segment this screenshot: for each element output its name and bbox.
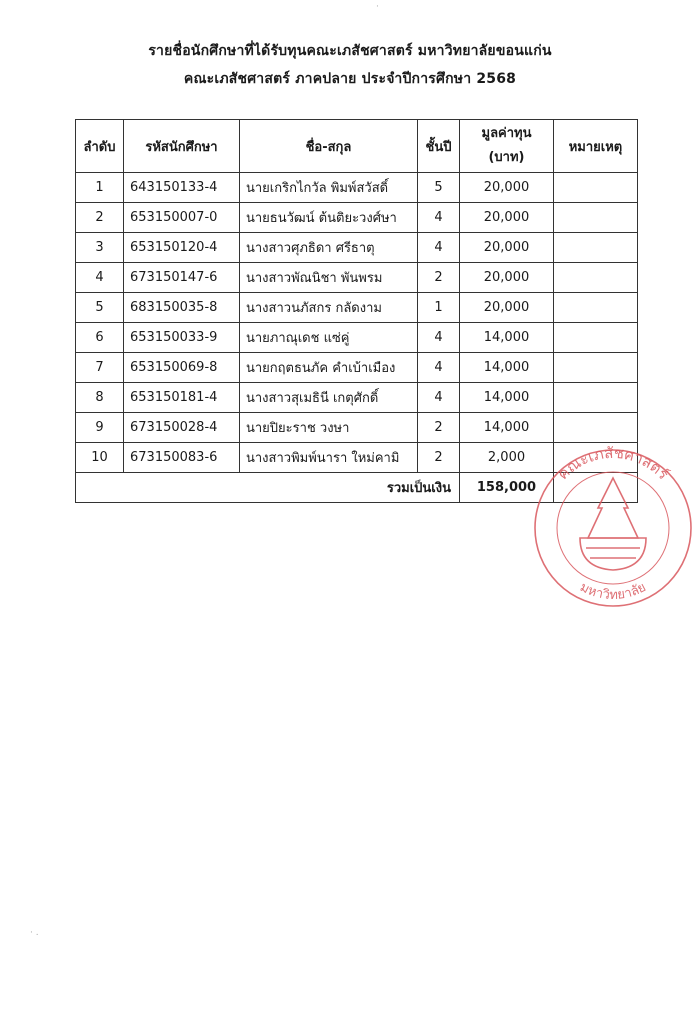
cell-note (554, 413, 638, 443)
cell-name: นายกฤตธนภัค คำเบ้าเมือง (240, 353, 418, 383)
col-header-amount-line2: (บาท) (488, 150, 525, 165)
cell-amount: 14,000 (460, 323, 554, 353)
table-row (76, 293, 638, 323)
total-amount: 158,000 (460, 473, 554, 503)
cell-name: นายธนวัฒน์ ต้นติยะวงศ์ษา (240, 203, 418, 233)
cell-no: 7 (76, 353, 124, 383)
cell-student-id: 673150083-6 (124, 443, 240, 473)
cell-no: 8 (76, 383, 124, 413)
cell-year: 2 (418, 263, 460, 293)
col-header-amount (460, 120, 554, 173)
cell-name: นายเกริกไกวัล พิมพ์สวัสดิ์ (240, 173, 418, 203)
cell-amount: 14,000 (460, 353, 554, 383)
col-header-name: ชื่อ-สกุล (240, 120, 418, 173)
table-header-row (76, 120, 638, 173)
col-header-amount-line1: มูลค่าทุน (481, 126, 532, 141)
cell-no: 10 (76, 443, 124, 473)
cell-student-id: 653150007-0 (124, 203, 240, 233)
cell-year: 4 (418, 353, 460, 383)
seal-bottom-text: มหาวิทยาลัย (577, 579, 649, 604)
cell-name: นางสาวนภัสกร กลัดงาม (240, 293, 418, 323)
table-row (76, 173, 638, 203)
col-header-year: ชั้นปี (418, 120, 460, 173)
cell-student-id: 653150069-8 (124, 353, 240, 383)
cell-student-id: 683150035-8 (124, 293, 240, 323)
table-row (76, 413, 638, 443)
cell-student-id: 653150181-4 (124, 383, 240, 413)
table-row (76, 353, 638, 383)
cell-student-id: 643150133-4 (124, 173, 240, 203)
scan-speck: · (376, 2, 379, 12)
col-header-no: ลำดับ (76, 120, 124, 173)
cell-no: 3 (76, 233, 124, 263)
cell-name: นางสาวพัณนิชา พันพรม (240, 263, 418, 293)
cell-name: นางสาวสุเมธินี เกตุศักดิ์ (240, 383, 418, 413)
cell-name: นางสาวศุภธิดา ศรีธาตุ (240, 233, 418, 263)
scan-speck: · . (30, 928, 39, 938)
table-row (76, 203, 638, 233)
table-body (76, 173, 638, 503)
total-note (554, 473, 638, 503)
cell-amount: 20,000 (460, 293, 554, 323)
cell-year: 1 (418, 293, 460, 323)
cell-note (554, 263, 638, 293)
cell-note (554, 293, 638, 323)
cell-amount: 2,000 (460, 443, 554, 473)
cell-student-id: 673150028-4 (124, 413, 240, 443)
table-row (76, 323, 638, 353)
cell-year: 2 (418, 413, 460, 443)
total-label: รวมเป็นเงิน (76, 473, 460, 503)
cell-amount: 14,000 (460, 383, 554, 413)
cell-student-id: 653150120-4 (124, 233, 240, 263)
cell-student-id: 673150147-6 (124, 263, 240, 293)
seal-emblem-lines (586, 548, 640, 558)
cell-note (554, 173, 638, 203)
table-row (76, 263, 638, 293)
cell-amount: 20,000 (460, 233, 554, 263)
cell-year: 4 (418, 203, 460, 233)
table-row (76, 443, 638, 473)
cell-name: นางสาวพิมพ์นารา ใหม่คามิ (240, 443, 418, 473)
cell-amount: 14,000 (460, 413, 554, 443)
cell-note (554, 443, 638, 473)
cell-note (554, 323, 638, 353)
scholarship-table (75, 119, 638, 503)
cell-no: 4 (76, 263, 124, 293)
cell-amount: 20,000 (460, 173, 554, 203)
cell-no: 1 (76, 173, 124, 203)
cell-note (554, 353, 638, 383)
cell-name: นายภาณุเดช แซ่คู่ (240, 323, 418, 353)
cell-year: 4 (418, 383, 460, 413)
cell-year: 4 (418, 233, 460, 263)
cell-amount: 20,000 (460, 203, 554, 233)
cell-amount: 20,000 (460, 263, 554, 293)
cell-note (554, 383, 638, 413)
cell-no: 9 (76, 413, 124, 443)
total-row (76, 473, 638, 503)
cell-no: 2 (76, 203, 124, 233)
cell-year: 5 (418, 173, 460, 203)
seal-emblem-base (580, 538, 646, 570)
document-title: รายชื่อนักศึกษาที่ได้รับทุนคณะเภสัชศาสตร์ มหาวิทยาลัยขอนแก่น (148, 43, 552, 59)
cell-no: 6 (76, 323, 124, 353)
col-header-student-id: รหัสนักศึกษา (124, 120, 240, 173)
cell-name: นายปิยะราช วงษา (240, 413, 418, 443)
seal-top-text: คณะเภสัชศาสตร์ (553, 443, 673, 484)
cell-student-id: 653150033-9 (124, 323, 240, 353)
cell-note (554, 203, 638, 233)
table-row (76, 383, 638, 413)
table-row (76, 233, 638, 263)
document-subtitle: คณะเภสัชศาสตร์ ภาคปลาย ประจำปีการศึกษา 2568 (183, 71, 517, 87)
cell-no: 5 (76, 293, 124, 323)
cell-year: 4 (418, 323, 460, 353)
cell-year: 2 (418, 443, 460, 473)
cell-note (554, 233, 638, 263)
col-header-note: หมายเหตุ (554, 120, 638, 173)
